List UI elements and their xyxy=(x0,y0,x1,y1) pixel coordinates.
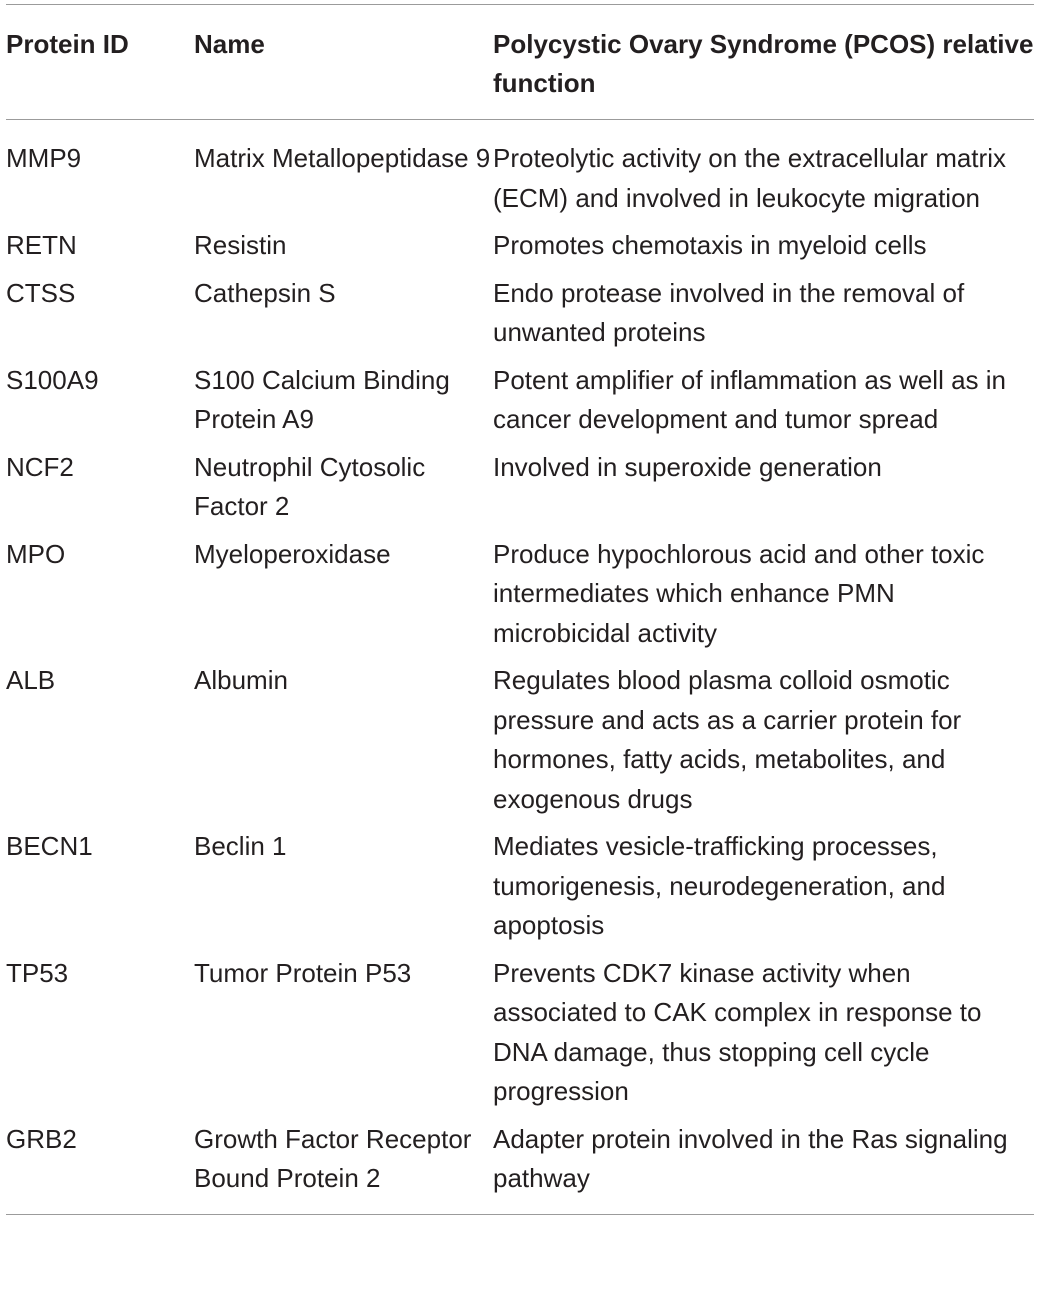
table-row xyxy=(6,226,1034,266)
cell-name: Tumor Protein P53 xyxy=(194,957,412,988)
header-protein-id: Protein ID xyxy=(6,29,129,59)
header-name: Name xyxy=(194,29,265,59)
cell-name: Myeloperoxidase xyxy=(194,538,391,569)
cell-function: Proteolytic activity on the extracellular matrix (ECM) and involved in leukocyte migration xyxy=(493,143,1006,213)
table-row xyxy=(6,827,1034,946)
table-row xyxy=(6,661,1034,819)
cell-name: Albumin xyxy=(194,665,288,695)
table-row xyxy=(6,1120,1034,1199)
cell-protein-id: ALB xyxy=(6,665,56,695)
cell-function: Potent amplifier of inflammation as well as in cancer development and tumor spread xyxy=(493,364,1007,434)
table-row xyxy=(6,535,1034,654)
cell-name: Matrix Metallopeptidase 9 xyxy=(194,143,491,173)
table-header xyxy=(6,5,1034,119)
cell-name: Beclin 1 xyxy=(194,831,287,861)
cell-function: Involved in superoxide generation xyxy=(493,451,882,482)
bottom-rule xyxy=(6,1214,1034,1215)
cell-function: Endo protease involved in the removal of unwanted proteins xyxy=(493,277,965,347)
cell-name: Growth Factor Receptor Bound Protein 2 xyxy=(194,1123,472,1193)
cell-protein-id: MMP9 xyxy=(6,143,82,173)
table-body xyxy=(6,120,1034,1214)
cell-protein-id: CTSS xyxy=(6,277,76,308)
cell-name: Neutrophil Cytosolic Factor 2 xyxy=(194,451,426,521)
table-row xyxy=(6,274,1034,353)
table-row xyxy=(6,448,1034,527)
cell-protein-id: MPO xyxy=(6,538,66,569)
cell-name: Cathepsin S xyxy=(194,277,336,308)
cell-function: Adapter protein involved in the Ras signaling pathway xyxy=(493,1123,1008,1193)
cell-function: Prevents CDK7 kinase activity when associated to CAK complex in response to DNA damage, thus stopping cell cycle progression xyxy=(493,957,982,1106)
cell-protein-id: NCF2 xyxy=(6,451,74,482)
cell-function: Produce hypochlorous acid and other toxic intermediates which enhance PMN microbicidal activity xyxy=(493,538,985,648)
table-row xyxy=(6,954,1034,1112)
cell-protein-id: TP53 xyxy=(6,957,69,988)
cell-function: Promotes chemotaxis in myeloid cells xyxy=(493,230,927,260)
cell-name: Resistin xyxy=(194,230,287,260)
header-function: Polycystic Ovary Syndrome (PCOS) relative function xyxy=(493,29,1034,98)
cell-protein-id: GRB2 xyxy=(6,1123,77,1154)
cell-protein-id: BECN1 xyxy=(6,831,93,861)
table-row xyxy=(6,139,1034,218)
cell-function: Regulates blood plasma colloid osmotic pressure and acts as a carrier protein for hormones, fatty acids, metabolites, and exogenous drugs xyxy=(493,665,962,814)
protein-table xyxy=(6,4,1034,1215)
cell-protein-id: S100A9 xyxy=(6,364,99,395)
cell-name: S100 Calcium Binding Protein A9 xyxy=(194,364,450,434)
table-row xyxy=(6,361,1034,440)
cell-function: Mediates vesicle-trafficking processes, tumorigenesis, neurodegeneration, and apoptosis xyxy=(493,831,946,940)
cell-protein-id: RETN xyxy=(6,230,77,260)
